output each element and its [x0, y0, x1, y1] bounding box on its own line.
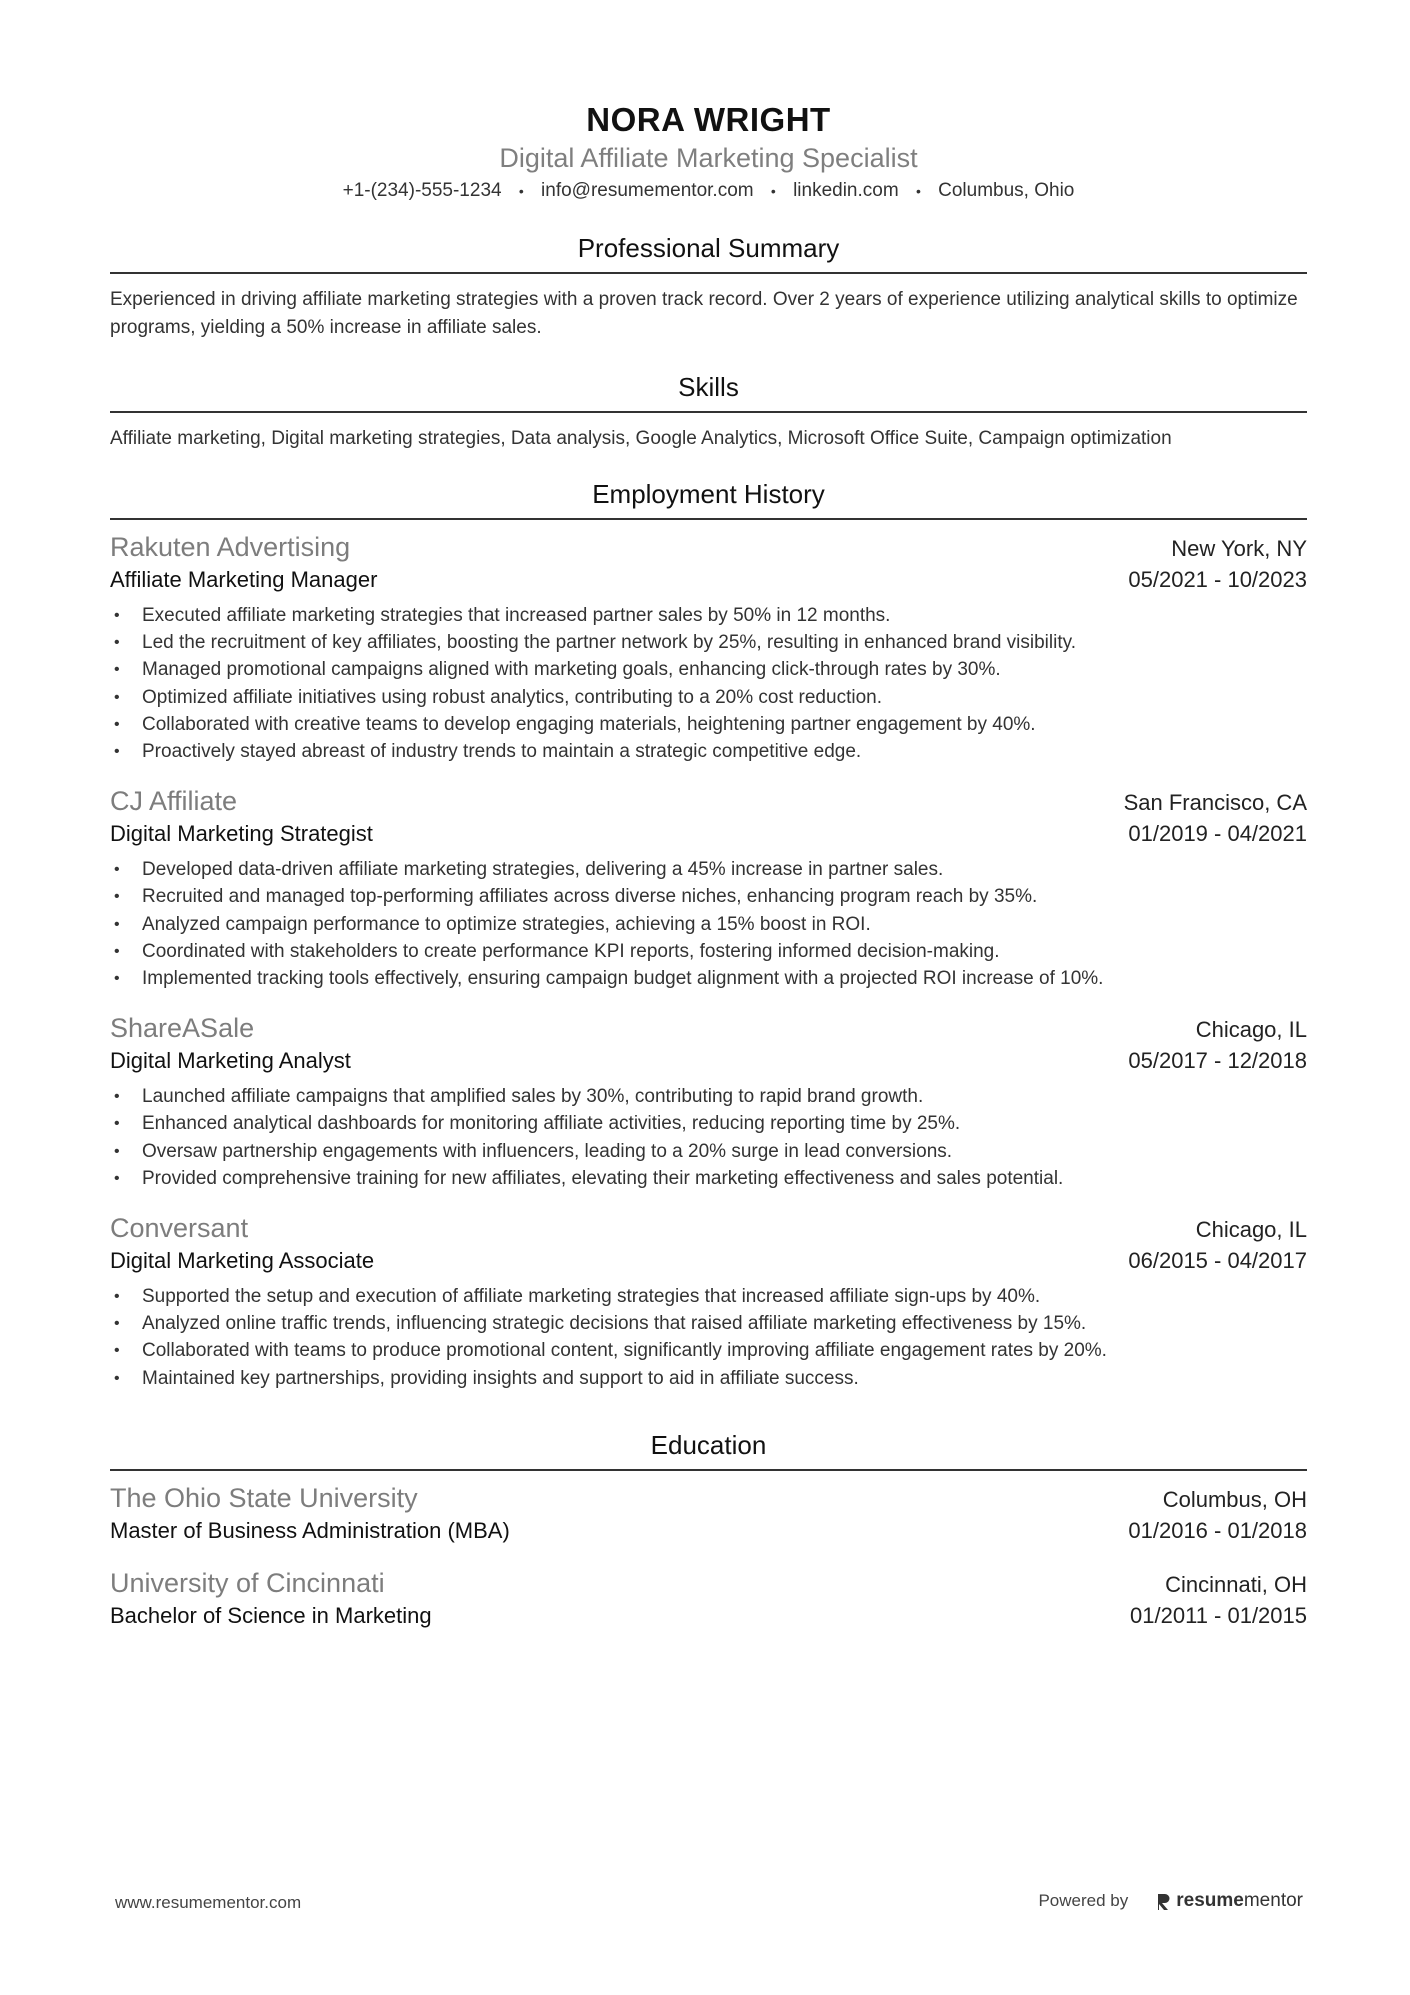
school-location: Cincinnati, OH: [1165, 1571, 1307, 1597]
contact-phone: +1-(234)-555-1234: [342, 180, 502, 202]
school-name: The Ohio State University: [110, 1482, 418, 1513]
bullet-dot: •: [114, 1342, 120, 1360]
job-company: Conversant: [110, 1213, 249, 1244]
job-dates: 05/2021 - 10/2023: [1128, 567, 1307, 593]
job-bullet: • Launched affiliate campaigns that amplified sales by 30%, contributing to rapid brand growth.: [110, 1083, 1307, 1110]
job-bullets: [110, 1283, 1307, 1392]
school-location: Columbus, OH: [1162, 1486, 1307, 1512]
resume-content: [110, 100, 1307, 1631]
degree: Master of Business Administration (MBA): [110, 1517, 510, 1543]
section-divider: [110, 272, 1307, 274]
employment-section: [110, 477, 1307, 1392]
candidate-title: Digital Affiliate Marketing Specialist: [499, 143, 918, 173]
job-bullet: • Coordinated with stakeholders to create performance KPI reports, fostering informed decision-making.: [110, 938, 1307, 965]
bullet-dot: •: [114, 861, 120, 879]
job-entry: [110, 530, 1307, 765]
job-bullets: [110, 1083, 1307, 1192]
job-bullet: • Implemented tracking tools effectively, ensuring campaign budget alignment with a projected ROI increase of 10%.: [110, 965, 1307, 992]
job-bullets: [110, 856, 1307, 992]
bullet-dot: •: [114, 1369, 120, 1387]
bullet-dot: •: [114, 607, 120, 625]
bullet-dot: •: [114, 715, 120, 733]
job-entry: [110, 1011, 1307, 1192]
skills-section: [110, 370, 1307, 453]
contact-line: [110, 178, 1307, 204]
bullet-dot: •: [114, 970, 120, 988]
contact-email: info@resumementor.com: [541, 180, 754, 202]
employment-heading: Employment History: [592, 479, 825, 510]
section-divider: [110, 518, 1307, 520]
skills-heading: Skills: [678, 372, 739, 403]
job-entry: [110, 784, 1307, 992]
job-bullets: [110, 602, 1307, 765]
bullet-dot: •: [114, 915, 120, 933]
footer-website: www.resumementor.com: [115, 1893, 302, 1912]
job-company: Rakuten Advertising: [110, 532, 351, 563]
job-bullet: • Collaborated with creative teams to develop engaging materials, heightening partner engagement by 40%.: [110, 711, 1307, 738]
degree: Bachelor of Science in Marketing: [110, 1602, 432, 1628]
education-dates: 01/2016 - 01/2018: [1128, 1517, 1307, 1543]
job-bullet: • Executed affiliate marketing strategies that increased partner sales by 50% in 12 months.: [110, 602, 1307, 629]
bullet-dot: •: [114, 942, 120, 960]
job-dates: 01/2019 - 04/2021: [1128, 821, 1307, 847]
job-company: CJ Affiliate: [110, 786, 238, 817]
job-bullet: • Analyzed campaign performance to optimize strategies, achieving a 15% boost in ROI.: [110, 911, 1307, 938]
job-role: Digital Marketing Associate: [110, 1248, 375, 1274]
job-role: Digital Marketing Analyst: [110, 1048, 351, 1074]
footer-branding: [1038, 1890, 1303, 1912]
job-location: Chicago, IL: [1195, 1217, 1307, 1243]
summary-heading: Professional Summary: [577, 233, 840, 264]
bullet-dot: •: [114, 1088, 120, 1106]
job-bullet: • Proactively stayed abreast of industry trends to maintain a strategic competitive edge.: [110, 738, 1307, 765]
bullet-dot: •: [114, 1288, 120, 1306]
job-bullet: • Developed data-driven affiliate marketing strategies, delivering a 45% increase in partner sales.: [110, 856, 1307, 883]
bullet-dot: •: [114, 1142, 120, 1160]
bullet-dot: •: [114, 1169, 120, 1187]
brand-name-part1: resume: [1176, 1890, 1244, 1911]
job-dates: 05/2017 - 12/2018: [1128, 1048, 1307, 1074]
job-role: Affiliate Marketing Manager: [110, 567, 378, 593]
education-dates: 01/2011 - 01/2015: [1130, 1602, 1307, 1628]
job-bullet: • Optimized affiliate initiatives using robust analytics, contributing to a 20% cost reduction.: [110, 684, 1307, 711]
bullet-dot: •: [114, 661, 120, 679]
job-bullet: • Provided comprehensive training for new affiliates, elevating their marketing effectiveness and sales potential.: [110, 1165, 1307, 1192]
resume-header: [110, 100, 1307, 204]
summary-text: Experienced in driving affiliate marketing strategies with a proven track record. Over 2 years of experience utilizing analytical skills to optimize programs, yielding a 50% increase in affiliate sales.: [110, 289, 1298, 339]
job-bullet: • Enhanced analytical dashboards for monitoring affiliate activities, reducing reporting time by 25%.: [110, 1110, 1307, 1137]
bullet-dot: •: [114, 634, 120, 652]
education-entry: [110, 1481, 1307, 1546]
brand-name-part2: mentor: [1243, 1890, 1303, 1911]
contact-linkedin: linkedin.com: [793, 180, 899, 202]
candidate-name: NORA WRIGHT: [586, 101, 831, 138]
skills-text: Affiliate marketing, Digital marketing strategies, Data analysis, Google Analytics, Microsoft Office Suite, Campaign optimization: [110, 428, 1172, 450]
job-bullet: • Maintained key partnerships, providing insights and support to aid in affiliate success.: [110, 1365, 1307, 1392]
contact-location: Columbus, Ohio: [938, 180, 1075, 202]
job-location: San Francisco, CA: [1123, 790, 1307, 816]
job-location: New York, NY: [1171, 536, 1307, 562]
bullet-dot: •: [114, 743, 120, 761]
job-bullet: • Supported the setup and execution of affiliate marketing strategies that increased affiliate sign-ups by 40%.: [110, 1283, 1307, 1310]
job-bullet: • Managed promotional campaigns aligned with marketing goals, enhancing click-through rates by 30%.: [110, 656, 1307, 683]
education-heading: Education: [650, 1429, 767, 1460]
contact-separator: •: [518, 183, 524, 199]
bullet-dot: •: [114, 1115, 120, 1133]
powered-by-label: Powered by: [1038, 1891, 1129, 1910]
job-bullet: • Recruited and managed top-performing affiliates across diverse niches, enhancing program reach by 35%.: [110, 883, 1307, 910]
summary-section: [110, 231, 1307, 342]
section-divider: [110, 1469, 1307, 1471]
job-bullet: • Collaborated with teams to produce promotional content, significantly improving affiliate engagement rates by 20%.: [110, 1337, 1307, 1364]
education-section: [110, 1428, 1307, 1631]
brand-logo: [1156, 1890, 1303, 1912]
contact-separator: •: [770, 183, 776, 199]
job-bullet: • Led the recruitment of key affiliates, boosting the partner network by 25%, resulting in enhanced brand visibility.: [110, 629, 1307, 656]
job-bullet: • Analyzed online traffic trends, influencing strategic decisions that raised affiliate marketing effectiveness by 15%.: [110, 1310, 1307, 1337]
job-dates: 06/2015 - 04/2017: [1128, 1248, 1307, 1274]
job-bullet: • Oversaw partnership engagements with influencers, leading to a 20% surge in lead conversions.: [110, 1138, 1307, 1165]
bullet-dot: •: [114, 1315, 120, 1333]
section-divider: [110, 411, 1307, 413]
job-role: Digital Marketing Strategist: [110, 821, 373, 847]
bullet-dot: •: [114, 688, 120, 706]
contact-separator: •: [915, 183, 921, 199]
bullet-dot: •: [114, 888, 120, 906]
education-entry: [110, 1566, 1307, 1631]
job-location: Chicago, IL: [1195, 1017, 1307, 1043]
job-entry: [110, 1211, 1307, 1392]
resumementor-logo-icon: [1156, 1892, 1171, 1911]
school-name: University of Cincinnati: [110, 1567, 385, 1598]
job-company: ShareASale: [110, 1013, 255, 1044]
